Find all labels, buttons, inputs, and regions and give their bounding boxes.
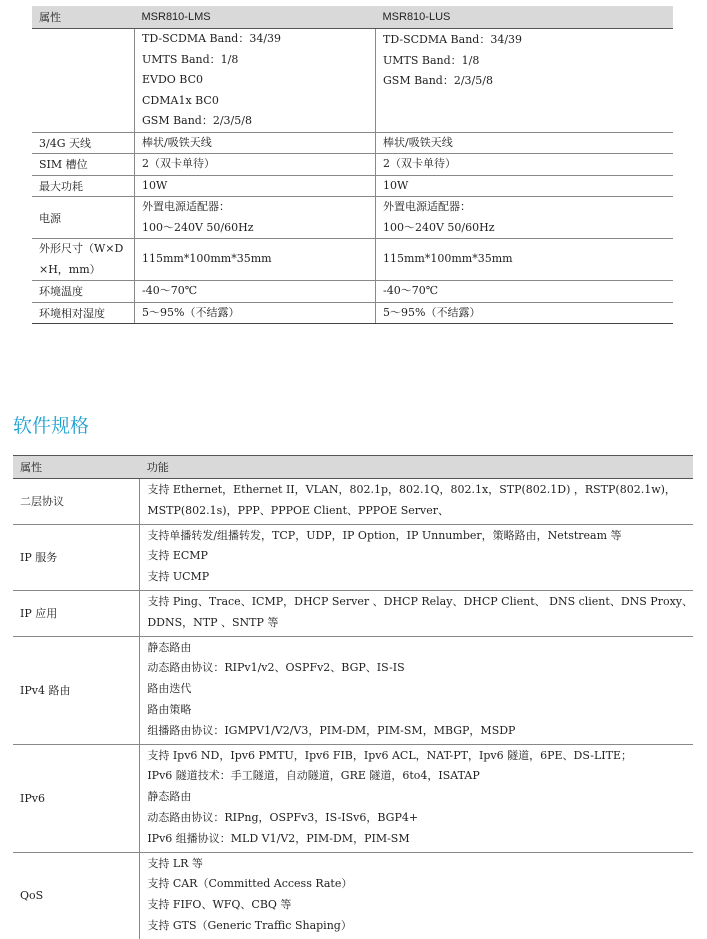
cell-line: DDNS，NTP 、SNTP 等 [147,615,279,629]
cell-line: UMTS Band：1/8 [383,53,480,67]
attr-cell: IPv4 路由 [13,636,140,744]
attr-cell: IPv6 [13,744,140,852]
cell-line: UMTS Band：1/8 [142,52,239,66]
attr-cell: IP 应用 [13,590,140,636]
cell-line: 5～95%（不结露） [383,305,481,319]
cell-line: 100～240V 50/60Hz [142,220,254,234]
value-cell [140,524,693,590]
table-row-ip-application [13,590,693,636]
cell-line: 组播路由协议：IGMPV1/V2/V3，PIM-DM，PIM-SM，MBGP，MSDP [147,723,516,737]
cell-line: 支持 GTS（Generic Traffic Shaping） [147,918,352,932]
cell-line: 支持 Ping、Trace、ICMP，DHCP Server 、DHCP Relay、DHCP Client、 DNS client、DNS Proxy、 [147,594,693,608]
cell-line: -40～70℃ [142,284,198,297]
cell-line: 支持 Ethernet，Ethernet II，VLAN，802.1p，802.1Q，802.1x，STP(802.1D) ，RSTP(802.1w)， [147,483,676,496]
cell-line: 10W [383,178,409,192]
value-cell-lms [135,302,376,324]
table-row-ip-service [13,524,693,590]
table-row-power-consumption [32,175,673,197]
software-spec-table [13,455,693,939]
value-cell-lms [135,197,376,239]
header-attribute: 属性 [13,456,140,479]
cell-line: 外形尺寸（W×D [39,242,124,255]
attr-cell [32,239,135,281]
cell-line: 支持 CAR（Committed Access Rate） [147,877,353,891]
cell-line: 外置电源适配器： [142,200,230,213]
table-row-temperature [32,281,673,303]
attr-cell: 环境温度 [32,281,135,303]
cell-line: 100～240V 50/60Hz [383,220,495,234]
table-header-row [32,6,673,29]
value-cell-lms [135,132,376,154]
table-row-layer2 [13,479,693,525]
cell-line: 5～95%（不结露） [142,305,240,319]
cell-line: EVDO BC0 [142,73,204,86]
cell-line: IPv6 隧道技术：手工隧道，自动隧道，GRE 隧道，6to4，ISATAP [147,769,480,783]
cell-line: 支持 UCMP [147,570,210,584]
value-cell [140,479,693,525]
cell-line: 静态路由 [147,790,192,804]
table-row-dimensions [32,239,673,281]
value-cell-lus [376,132,674,154]
attr-cell: SIM 槽位 [32,154,135,176]
cell-line: 棒状/吸铁天线 [142,135,212,149]
cell-line: 115mm*100mm*35mm [142,252,272,266]
value-cell-lms [135,29,376,133]
value-cell-lus [376,281,674,303]
attr-cell [32,29,135,133]
table-row-bands [32,29,673,133]
table-header-row [13,456,693,479]
attr-cell: IP 服务 [13,524,140,590]
table-row-sim [32,154,673,176]
cell-line: GSM Band：2/3/5/8 [383,74,493,87]
cell-line: TD-SCDMA Band：34/39 [142,32,282,45]
attr-cell: 环境相对湿度 [32,302,135,324]
cell-line: 2（双卡单待） [383,157,456,170]
value-cell-lus [376,175,674,197]
value-cell [140,590,693,636]
cell-line: ×H，mm） [39,262,101,276]
cell-line: IPv6 组播协议：MLD V1/V2，PIM-DM，PIM-SM [147,831,410,845]
hardware-spec-table [32,6,673,324]
cell-line: 支持 LR 等 [147,856,203,870]
attr-cell: QoS [13,852,140,939]
cell-line: MSTP(802.1s)，PPP、PPPOE Client、PPPOE Server、 [147,503,450,517]
value-cell-lus [376,154,674,176]
cell-line: 支持 Ipv6 ND，Ipv6 PMTU，Ipv6 FIB，Ipv6 ACL，NAT-PT，Ipv6 隧道，6PE、DS-LITE； [147,748,633,762]
value-cell-lms [135,281,376,303]
table-row-power-supply [32,197,673,239]
cell-line: 棒状/吸铁天线 [383,135,453,149]
header-model-lus: MSR810-LUS [376,6,674,29]
cell-line: CDMA1x BC0 [142,93,219,107]
header-function: 功能 [140,456,693,479]
cell-line: 路由策略 [147,702,192,716]
value-cell-lms [135,154,376,176]
cell-line: 动态路由协议：RIPv1/v2、OSPFv2、BGP、IS-IS [147,661,405,675]
value-cell [140,636,693,744]
cell-line: 2（双卡单待） [142,157,215,170]
cell-line: 支持 ECMP [147,549,208,563]
cell-line: 支持 FIFO、WFQ、CBQ 等 [147,898,292,912]
header-attribute: 属性 [32,6,135,29]
attr-cell: 3/4G 天线 [32,132,135,154]
cell-line: 动态路由协议：RIPng，OSPFv3，IS-ISv6，BGP4+ [147,810,419,824]
table-row-ipv6 [13,744,693,852]
cell-line: TD-SCDMA Band：34/39 [383,33,523,46]
cell-line: GSM Band：2/3/5/8 [142,114,252,127]
value-cell-lus [376,29,674,133]
table-row-ipv4-routing [13,636,693,744]
attr-cell: 二层协议 [13,479,140,525]
header-model-lms: MSR810-LMS [135,6,376,29]
value-cell-lms [135,175,376,197]
value-cell-lus [376,302,674,324]
table-row-antenna [32,132,673,154]
attr-cell: 电源 [32,197,135,239]
value-cell-lms [135,239,376,281]
attr-cell: 最大功耗 [32,175,135,197]
value-cell-lus [376,197,674,239]
cell-line: 静态路由 [147,640,192,654]
cell-line: 115mm*100mm*35mm [383,252,513,266]
section-heading-software: 软件规格 [13,415,90,437]
cell-line: 10W [142,178,168,192]
cell-line: 支持单播转发/组播转发，TCP，UDP，IP Option，IP Unnumber，策略路由，Netstream 等 [147,528,622,542]
table-row-humidity [32,302,673,324]
value-cell [140,744,693,852]
cell-line: -40～70℃ [383,284,439,297]
value-cell-lus [376,239,674,281]
cell-line: 路由迭代 [147,682,192,696]
cell-line: 外置电源适配器： [383,200,471,213]
